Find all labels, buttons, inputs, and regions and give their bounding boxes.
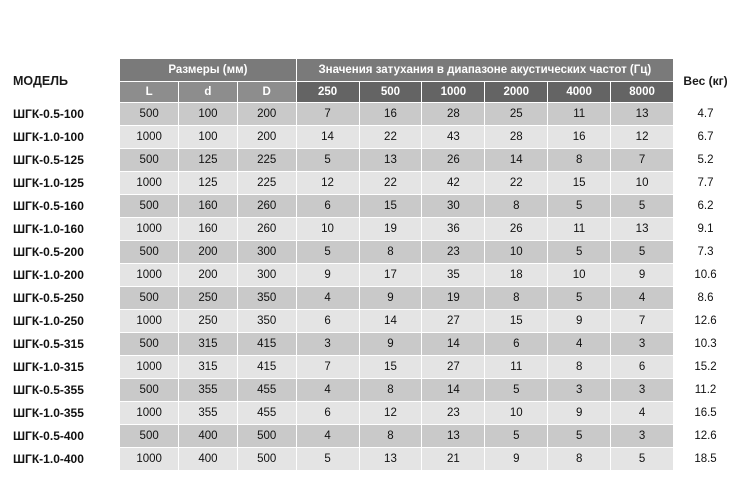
cell-f8000: 3 <box>611 379 674 402</box>
cell-weight: 7.7 <box>674 172 738 195</box>
cell-f1000: 43 <box>422 126 485 149</box>
cell-f250: 9 <box>296 264 359 287</box>
cell-f500: 13 <box>359 448 422 471</box>
cell-f2000: 15 <box>485 310 548 333</box>
cell-f250: 4 <box>296 425 359 448</box>
cell-l: 1000 <box>120 448 179 471</box>
table-row <box>13 425 738 448</box>
cell-f500: 19 <box>359 218 422 241</box>
cell-l: 1000 <box>120 218 179 241</box>
column-header-freq-4000: 4000 <box>548 82 611 103</box>
cell-l: 1000 <box>120 310 179 333</box>
cell-f250: 7 <box>296 103 359 126</box>
cell-d-large: 455 <box>237 379 296 402</box>
cell-model: ШГК-0.5-400 <box>13 425 120 448</box>
cell-f8000: 5 <box>611 195 674 218</box>
cell-d-large: 350 <box>237 310 296 333</box>
cell-f250: 5 <box>296 149 359 172</box>
cell-l: 1000 <box>120 264 179 287</box>
cell-f2000: 25 <box>485 103 548 126</box>
cell-f250: 7 <box>296 356 359 379</box>
table-row <box>13 402 738 425</box>
cell-d-large: 225 <box>237 172 296 195</box>
table-row <box>13 333 738 356</box>
cell-f2000: 6 <box>485 333 548 356</box>
cell-l: 500 <box>120 379 179 402</box>
cell-f2000: 18 <box>485 264 548 287</box>
cell-f1000: 42 <box>422 172 485 195</box>
cell-f250: 3 <box>296 333 359 356</box>
cell-f8000: 7 <box>611 149 674 172</box>
cell-d-small: 200 <box>179 241 238 264</box>
header-sub-row <box>13 82 738 103</box>
column-header-d-small: d <box>179 82 238 103</box>
cell-f1000: 35 <box>422 264 485 287</box>
cell-d-small: 355 <box>179 379 238 402</box>
cell-model: ШГК-1.0-160 <box>13 218 120 241</box>
cell-f1000: 13 <box>422 425 485 448</box>
cell-d-small: 315 <box>179 356 238 379</box>
cell-f1000: 27 <box>422 356 485 379</box>
cell-f2000: 22 <box>485 172 548 195</box>
cell-d-small: 125 <box>179 149 238 172</box>
cell-d-large: 200 <box>237 103 296 126</box>
cell-f500: 16 <box>359 103 422 126</box>
cell-f1000: 23 <box>422 241 485 264</box>
cell-d-small: 355 <box>179 402 238 425</box>
cell-d-small: 125 <box>179 172 238 195</box>
cell-model: ШГК-0.5-250 <box>13 287 120 310</box>
table-row <box>13 195 738 218</box>
cell-f8000: 13 <box>611 218 674 241</box>
cell-d-small: 200 <box>179 264 238 287</box>
cell-model: ШГК-0.5-315 <box>13 333 120 356</box>
specification-sheet <box>12 58 738 471</box>
cell-f250: 14 <box>296 126 359 149</box>
cell-weight: 12.6 <box>674 425 738 448</box>
cell-f4000: 11 <box>548 103 611 126</box>
cell-l: 500 <box>120 287 179 310</box>
cell-f2000: 8 <box>485 287 548 310</box>
cell-weight: 12.6 <box>674 310 738 333</box>
cell-f500: 22 <box>359 126 422 149</box>
cell-f2000: 10 <box>485 402 548 425</box>
cell-f500: 17 <box>359 264 422 287</box>
table-row <box>13 379 738 402</box>
cell-d-small: 160 <box>179 218 238 241</box>
cell-f4000: 5 <box>548 241 611 264</box>
cell-model: ШГК-1.0-125 <box>13 172 120 195</box>
cell-f500: 14 <box>359 310 422 333</box>
cell-f500: 8 <box>359 379 422 402</box>
column-header-freq-500: 500 <box>359 82 422 103</box>
cell-f4000: 8 <box>548 356 611 379</box>
cell-f500: 9 <box>359 287 422 310</box>
cell-weight: 10.6 <box>674 264 738 287</box>
cell-d-large: 300 <box>237 264 296 287</box>
table-row <box>13 264 738 287</box>
cell-f250: 12 <box>296 172 359 195</box>
column-group-dimensions: Размеры (мм) <box>120 59 296 82</box>
cell-f2000: 5 <box>485 379 548 402</box>
table-row <box>13 241 738 264</box>
cell-f8000: 6 <box>611 356 674 379</box>
cell-l: 500 <box>120 149 179 172</box>
cell-d-large: 260 <box>237 195 296 218</box>
cell-f2000: 28 <box>485 126 548 149</box>
cell-f4000: 5 <box>548 425 611 448</box>
cell-l: 1000 <box>120 172 179 195</box>
cell-f250: 5 <box>296 241 359 264</box>
cell-d-small: 250 <box>179 310 238 333</box>
cell-d-small: 100 <box>179 103 238 126</box>
cell-f500: 13 <box>359 149 422 172</box>
cell-l: 500 <box>120 103 179 126</box>
cell-d-small: 400 <box>179 448 238 471</box>
cell-model: ШГК-1.0-315 <box>13 356 120 379</box>
table-row <box>13 448 738 471</box>
cell-d-large: 455 <box>237 402 296 425</box>
cell-f1000: 36 <box>422 218 485 241</box>
cell-weight: 9.1 <box>674 218 738 241</box>
table-row <box>13 356 738 379</box>
cell-d-small: 315 <box>179 333 238 356</box>
cell-weight: 8.6 <box>674 287 738 310</box>
cell-f8000: 3 <box>611 333 674 356</box>
header-group-row <box>13 59 738 82</box>
cell-weight: 15.2 <box>674 356 738 379</box>
cell-l: 500 <box>120 241 179 264</box>
table-row <box>13 103 738 126</box>
cell-f2000: 11 <box>485 356 548 379</box>
cell-d-small: 160 <box>179 195 238 218</box>
cell-f8000: 4 <box>611 402 674 425</box>
cell-f8000: 5 <box>611 241 674 264</box>
table-row <box>13 310 738 333</box>
table-body <box>13 103 738 471</box>
cell-f4000: 16 <box>548 126 611 149</box>
cell-weight: 6.7 <box>674 126 738 149</box>
cell-weight: 16.5 <box>674 402 738 425</box>
cell-f2000: 14 <box>485 149 548 172</box>
cell-model: ШГК-1.0-250 <box>13 310 120 333</box>
cell-f8000: 12 <box>611 126 674 149</box>
cell-weight: 4.7 <box>674 103 738 126</box>
cell-model: ШГК-0.5-200 <box>13 241 120 264</box>
column-header-l: L <box>120 82 179 103</box>
cell-f4000: 11 <box>548 218 611 241</box>
cell-d-large: 500 <box>237 425 296 448</box>
cell-d-large: 415 <box>237 333 296 356</box>
cell-f250: 6 <box>296 402 359 425</box>
cell-f500: 22 <box>359 172 422 195</box>
cell-d-large: 260 <box>237 218 296 241</box>
cell-f250: 10 <box>296 218 359 241</box>
cell-f4000: 15 <box>548 172 611 195</box>
cell-f2000: 8 <box>485 195 548 218</box>
cell-f4000: 9 <box>548 402 611 425</box>
cell-f1000: 23 <box>422 402 485 425</box>
cell-f1000: 14 <box>422 379 485 402</box>
cell-f4000: 3 <box>548 379 611 402</box>
cell-f4000: 9 <box>548 310 611 333</box>
cell-f4000: 10 <box>548 264 611 287</box>
cell-f500: 15 <box>359 356 422 379</box>
cell-f500: 15 <box>359 195 422 218</box>
cell-f8000: 9 <box>611 264 674 287</box>
cell-weight: 6.2 <box>674 195 738 218</box>
cell-f4000: 8 <box>548 448 611 471</box>
cell-d-large: 300 <box>237 241 296 264</box>
column-header-freq-250: 250 <box>296 82 359 103</box>
cell-d-large: 350 <box>237 287 296 310</box>
cell-d-large: 200 <box>237 126 296 149</box>
cell-f1000: 27 <box>422 310 485 333</box>
column-header-freq-8000: 8000 <box>611 82 674 103</box>
cell-weight: 5.2 <box>674 149 738 172</box>
cell-d-large: 415 <box>237 356 296 379</box>
cell-f2000: 26 <box>485 218 548 241</box>
cell-d-large: 225 <box>237 149 296 172</box>
cell-f250: 4 <box>296 379 359 402</box>
cell-f8000: 5 <box>611 448 674 471</box>
cell-model: ШГК-0.5-355 <box>13 379 120 402</box>
cell-f1000: 28 <box>422 103 485 126</box>
table-row <box>13 126 738 149</box>
cell-l: 1000 <box>120 126 179 149</box>
cell-f8000: 10 <box>611 172 674 195</box>
column-header-freq-1000: 1000 <box>422 82 485 103</box>
specification-table <box>12 58 738 471</box>
cell-l: 500 <box>120 195 179 218</box>
table-row <box>13 172 738 195</box>
cell-f500: 12 <box>359 402 422 425</box>
cell-f4000: 5 <box>548 287 611 310</box>
table-header <box>13 59 738 103</box>
cell-f500: 9 <box>359 333 422 356</box>
cell-f1000: 14 <box>422 333 485 356</box>
cell-f250: 6 <box>296 310 359 333</box>
cell-l: 1000 <box>120 356 179 379</box>
cell-f250: 5 <box>296 448 359 471</box>
cell-f500: 8 <box>359 241 422 264</box>
cell-weight: 18.5 <box>674 448 738 471</box>
table-row <box>13 218 738 241</box>
cell-f4000: 8 <box>548 149 611 172</box>
cell-weight: 7.3 <box>674 241 738 264</box>
cell-model: ШГК-0.5-100 <box>13 103 120 126</box>
cell-f1000: 19 <box>422 287 485 310</box>
cell-f250: 4 <box>296 287 359 310</box>
column-header-model: МОДЕЛЬ <box>13 59 120 103</box>
column-group-attenuation: Значения затухания в диапазоне акустических частот (Гц) <box>296 59 673 82</box>
cell-model: ШГК-0.5-125 <box>13 149 120 172</box>
cell-model: ШГК-1.0-400 <box>13 448 120 471</box>
column-header-weight: Вес (кг) <box>674 59 738 103</box>
cell-f8000: 3 <box>611 425 674 448</box>
cell-d-small: 250 <box>179 287 238 310</box>
cell-f4000: 5 <box>548 195 611 218</box>
table-row <box>13 287 738 310</box>
cell-f1000: 26 <box>422 149 485 172</box>
cell-d-large: 500 <box>237 448 296 471</box>
cell-f8000: 4 <box>611 287 674 310</box>
cell-l: 500 <box>120 333 179 356</box>
cell-f1000: 21 <box>422 448 485 471</box>
cell-f2000: 9 <box>485 448 548 471</box>
cell-f2000: 5 <box>485 425 548 448</box>
cell-weight: 10.3 <box>674 333 738 356</box>
cell-model: ШГК-1.0-355 <box>13 402 120 425</box>
cell-l: 1000 <box>120 402 179 425</box>
cell-f4000: 4 <box>548 333 611 356</box>
cell-f8000: 13 <box>611 103 674 126</box>
cell-model: ШГК-0.5-160 <box>13 195 120 218</box>
column-header-d-large: D <box>237 82 296 103</box>
cell-weight: 11.2 <box>674 379 738 402</box>
cell-f250: 6 <box>296 195 359 218</box>
cell-f8000: 7 <box>611 310 674 333</box>
column-header-freq-2000: 2000 <box>485 82 548 103</box>
cell-d-small: 400 <box>179 425 238 448</box>
cell-l: 500 <box>120 425 179 448</box>
cell-f1000: 30 <box>422 195 485 218</box>
table-row <box>13 149 738 172</box>
cell-f2000: 10 <box>485 241 548 264</box>
cell-f500: 8 <box>359 425 422 448</box>
cell-d-small: 100 <box>179 126 238 149</box>
cell-model: ШГК-1.0-100 <box>13 126 120 149</box>
cell-model: ШГК-1.0-200 <box>13 264 120 287</box>
